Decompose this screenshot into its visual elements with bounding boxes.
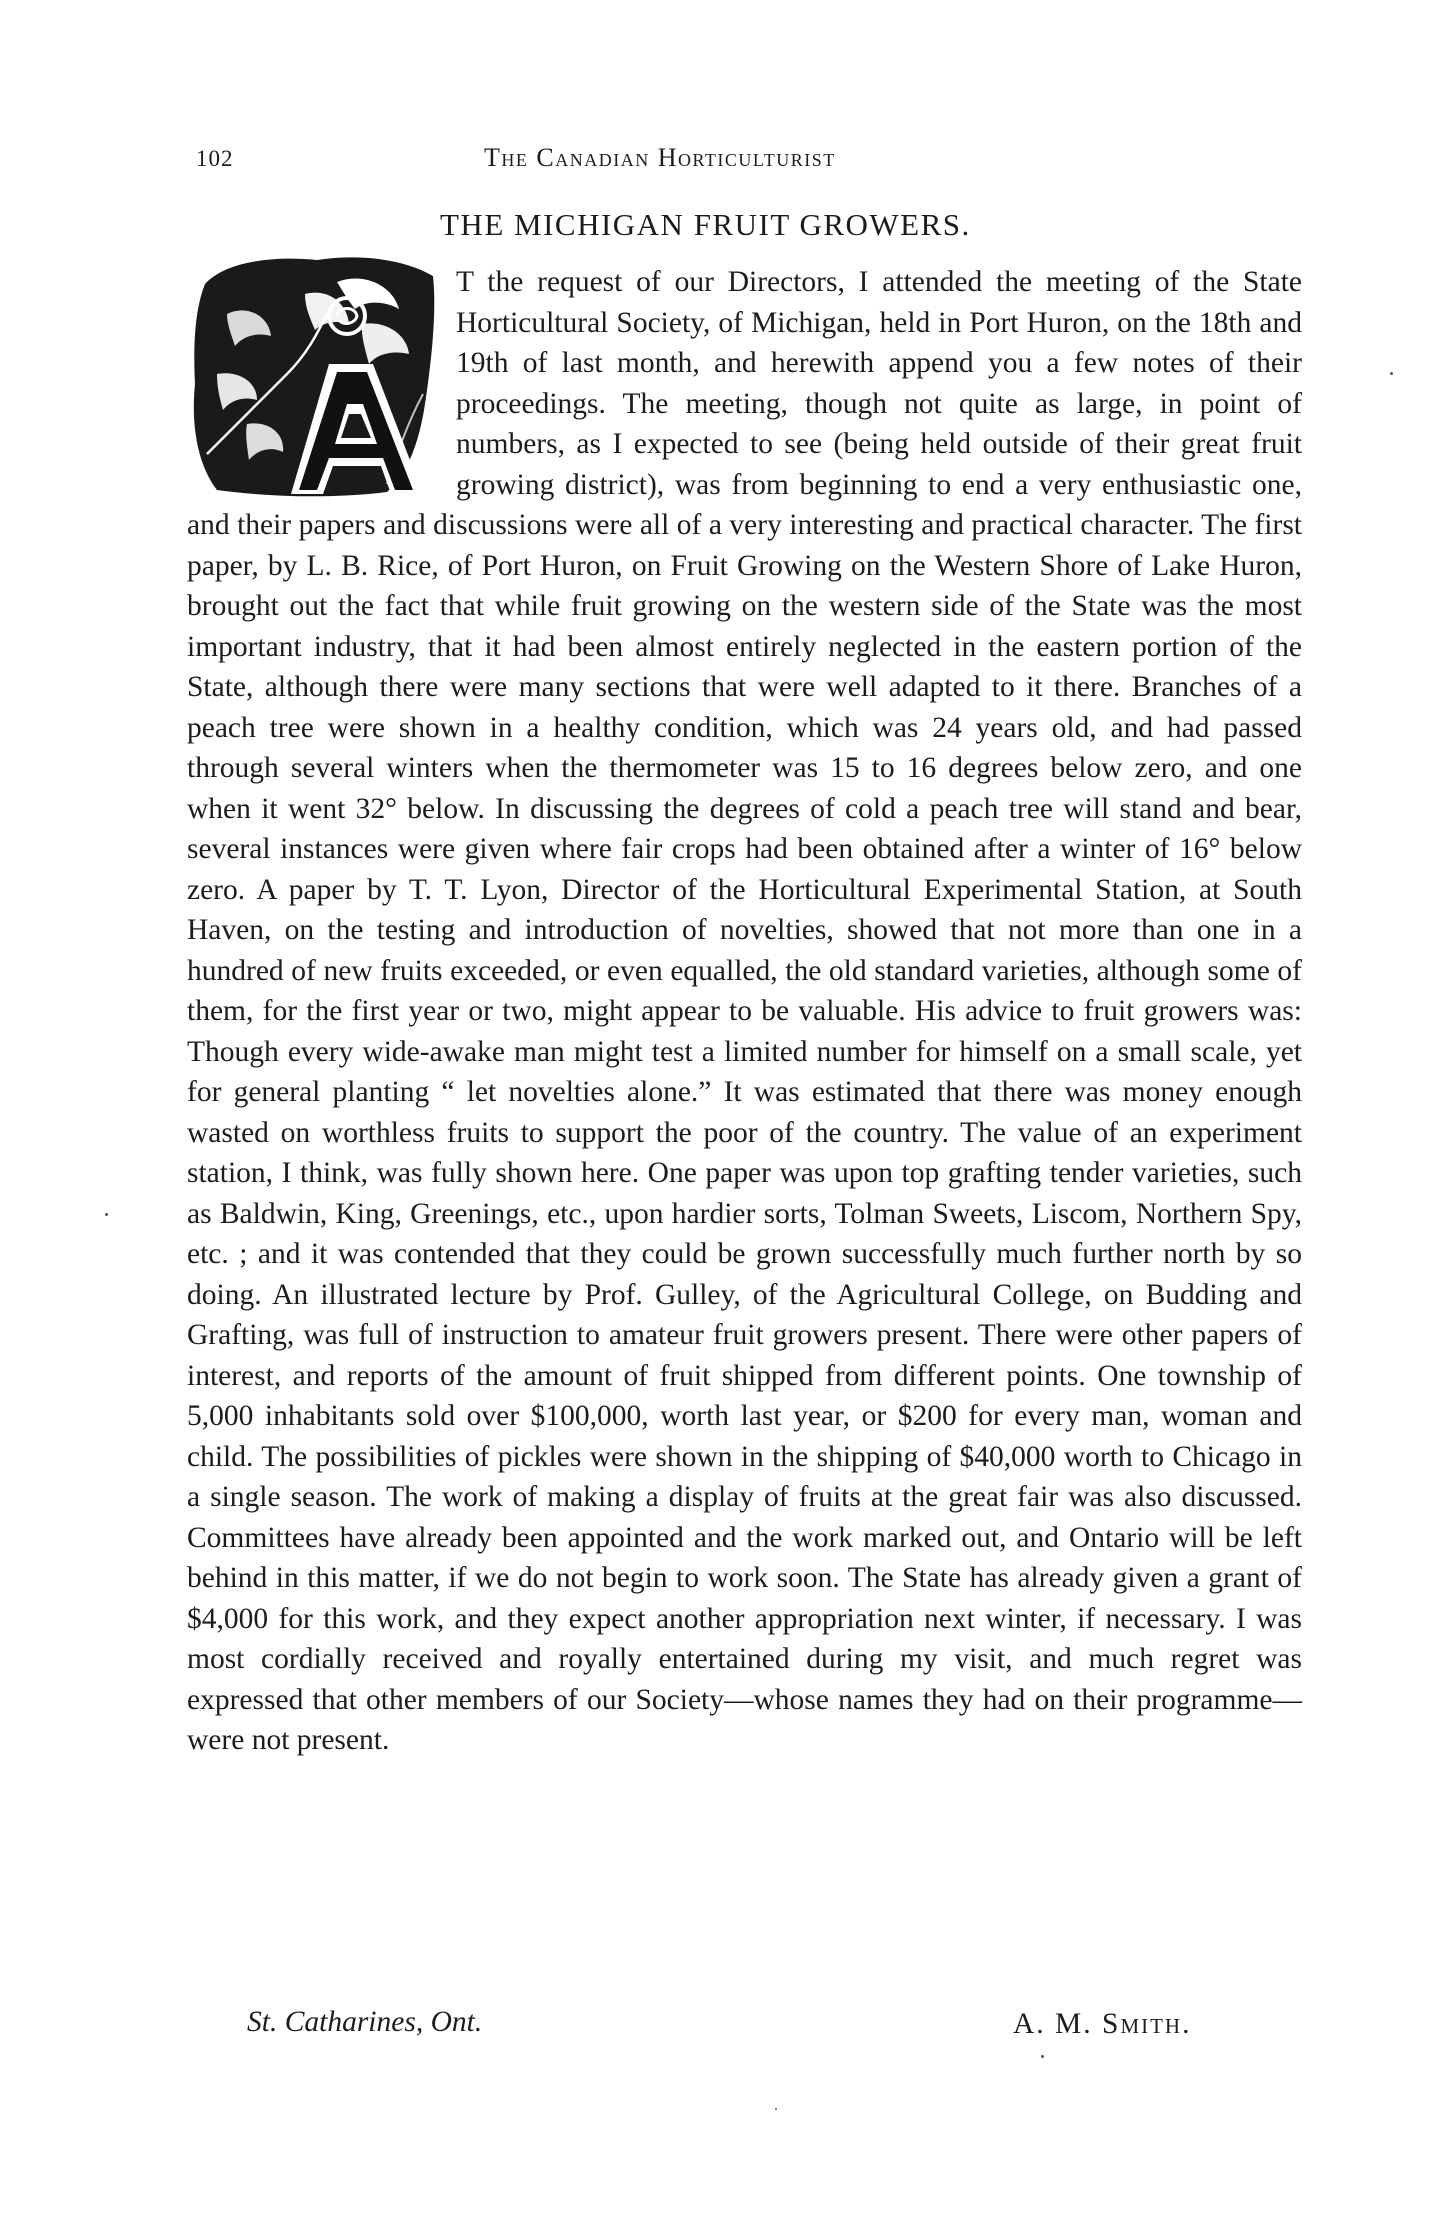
running-title: The Canadian Horticulturist [484,143,836,172]
print-speck [105,1213,108,1216]
floral-drop-cap-illustration [187,254,442,499]
print-speck [1390,372,1393,375]
article-body-text: T the request of our Directors, I attended the meeting of the State Horticultural Society, of Michigan, held in Port Huron, on the 18th and 19th of last month, and herewith append you a few notes of their proceedings. The meeting, though not quite as large, in point of numbers, as I expected to see (being held outside of their great fruit growing district), was from beginning to end a very enthusiastic one, and their papers and discussions were all of a very interesting and practical character. The first paper, by L. B. Rice, of Port Huron, on Fruit Growing on the Western Shore of Lake Huron, brought out the fact that while fruit growing on the western side of the State was the most important industry, that it had been almost entirely neglected in the eastern portion of the State, although there were many sections that were well adapted to it there. Branches of a peach tree were shown in a healthy condition, which was 24 years old, and had passed through several winters when the thermometer was 15 to 16 degrees below zero, and one when it went 32° below. In discussing the degrees of cold a peach tree will stand and bear, several instances were given where fair crops had been obtained after a winter of 16° below zero. A paper by T. T. Lyon, Director of the Horticultural Experimental Station, at South Haven, on the testing and introduction of novelties, showed that not more than one in a hundred of new fruits exceeded, or even equalled, the old standard varieties, although some of them, for the first year or two, might appear to be valuable. His advice to fruit growers was: Though every wide-awake man might test a limited number for himself on a small scale, yet for general planting “ let novelties alone.” It was estimated that there was money enough wasted on worthless fruits to support the poor of the country. The value of an experiment station, I think, was fully shown here. One paper was upon top grafting tender varieties, such as Baldwin, King, Greenings, etc., upon hardier sorts, Tolman Sweets, Liscom, Northern Spy, etc. ; and it was contended that they could be grown successfully much further north by so doing. An illustrated lecture by Prof. Gulley, of the Agricultural College, on Budding and Grafting, was full of instruction to amateur fruit growers present. There were other papers of interest, and reports of the amount of fruit shipped from different points. One township of 5,000 inhabitants sold over $100,000, worth last year, or $200 for every man, woman and child. The possibilities of pickles were shown in the shipping of $40,000 worth to Chicago in a single season. The work of making a display of fruits at the great fair was also discussed. Committees have already been appointed and the work marked out, and Ontario will be left behind in this matter, if we do not begin to work soon. The State has already given a grant of $4,000 for this work, and they expect another appropriation next winter, if necessary. I was most cordially received and royally entertained during my visit, and much regret was expressed that other members of our Society—whose names they had on their programme—were not present. [187,266,1302,1756]
print-speck [775,2108,777,2110]
ornamental-drop-cap [187,254,442,499]
place-line: St. Catharines, Ont. [247,2006,483,2038]
page-number: 102 [196,146,234,171]
article-body [187,262,1302,1761]
article-title: THE MICHIGAN FRUIT GROWERS. [440,207,971,242]
print-speck [1041,2055,1044,2058]
author-signature: A. M. Smith. [1013,2008,1192,2040]
